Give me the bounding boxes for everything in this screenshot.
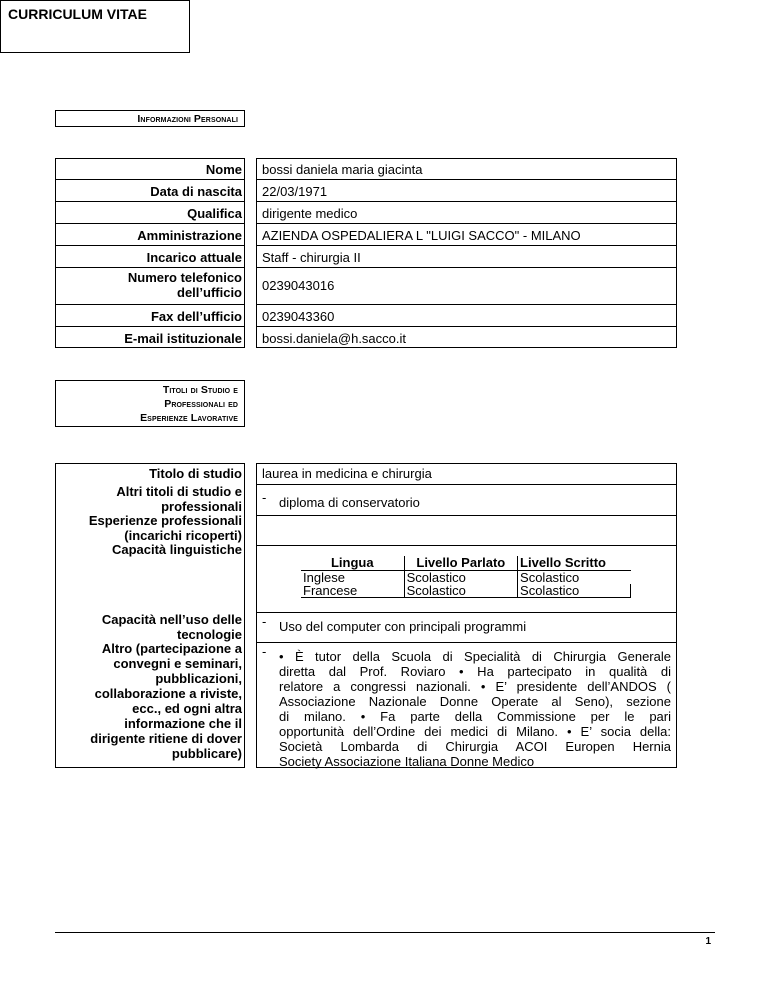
label-qualifica: Qualifica	[187, 206, 242, 221]
altro-line: Society Associazione Italiana Donne Medico	[279, 754, 535, 769]
altro-line: • È tutor della Scuola di Specialità di Chirurgia Generale	[279, 649, 671, 664]
label-altro-5: ecc., ed ogni altra	[132, 701, 242, 716]
label-data-nascita: Data di nascita	[150, 184, 242, 199]
label-altro-6: informazione che il	[124, 716, 242, 731]
label-altro-8: pubblicare)	[171, 746, 242, 761]
value-incarico: Staff - chirurgia II	[262, 250, 361, 265]
lang-header-parlato: Livello Parlato	[404, 556, 517, 571]
label-altro-3: pubblicazioni,	[155, 671, 242, 686]
bullet-dash: -	[262, 644, 267, 659]
value-altri-titoli: diploma di conservatorio	[279, 495, 420, 510]
label-email: E-mail istituzionale	[124, 331, 242, 346]
label-altro-1: Altro (partecipazione a	[101, 641, 242, 656]
value-tecnologie: Uso del computer con principali programmi	[279, 619, 527, 634]
label-altro-4: collaborazione a riviste,	[94, 686, 242, 701]
value-qualifica: dirigente medico	[262, 206, 358, 221]
bullet-dash: -	[262, 490, 267, 505]
languages-table	[301, 556, 631, 598]
value-fax: 0239043360	[262, 309, 335, 324]
altro-line: opportunità dell’Ordine dei medici di Milano. • E’ socia della:	[279, 724, 671, 739]
lang-header-lingua: Lingua	[301, 556, 404, 571]
lang-cell: Inglese	[301, 571, 404, 585]
altro-line: Società Lombarda di Chirurgia ACOI Europen Hernia	[279, 739, 671, 754]
label-telefono-2: dell’ufficio	[177, 285, 242, 300]
lang-cell: Scolastico	[404, 571, 517, 585]
value-altro	[279, 649, 671, 769]
lang-cell: Francese	[301, 584, 404, 598]
lang-cell: Scolastico	[518, 584, 631, 598]
label-altro-2: convegni e seminari,	[113, 656, 242, 671]
label-titolo-studio: Titolo di studio	[149, 466, 242, 481]
label-incarico: Incarico attuale	[146, 250, 242, 265]
lang-cell: Scolastico	[520, 570, 580, 585]
section-header-personal: Informazioni Personali	[55, 110, 245, 127]
lang-header-scritto: Livello Scritto	[518, 556, 631, 571]
value-nome: bossi daniela maria giacinta	[262, 162, 423, 177]
altro-line: diretta dal Prof. Roviaro • Ha partecipato in qualità di	[279, 664, 671, 679]
value-email: bossi.daniela@h.sacco.it	[262, 331, 406, 346]
label-amministrazione: Amministrazione	[137, 228, 242, 243]
label-tecnologie-1: Capacità nell’uso delle	[101, 612, 242, 627]
value-telefono: 0239043016	[262, 278, 335, 293]
label-altri-titoli-1: Altri titoli di studio e	[116, 484, 242, 499]
page-number: 1	[705, 936, 711, 947]
label-telefono-1: Numero telefonico	[127, 270, 242, 285]
lang-cell: Scolastico	[404, 584, 517, 598]
bullet-dash: -	[262, 614, 267, 629]
altro-line: Associazione Nazionale Donne Operate al Seno), sezione	[279, 694, 671, 709]
label-altro-7: dirigente ritiene di dover	[90, 731, 242, 746]
label-esperienze-2: (incarichi ricoperti)	[124, 528, 242, 543]
label-tecnologie-2: tecnologie	[176, 627, 242, 642]
label-altri-titoli-2: professionali	[161, 499, 242, 514]
label-esperienze-1: Esperienze professionali	[88, 513, 242, 528]
cv-title: CURRICULUM VITAE	[8, 6, 147, 22]
footer-rule	[55, 932, 715, 933]
label-nome: Nome	[205, 162, 242, 177]
value-data-nascita: 22/03/1971	[262, 184, 328, 199]
altro-line: di milano. • Fa parte della Commissione per le pari	[279, 709, 671, 724]
altro-line: relatore a congressi nazionali. • E’ presidente dell’ANDOS (	[279, 679, 671, 694]
cv-title-box	[0, 0, 190, 53]
label-fax: Fax dell’ufficio	[150, 309, 242, 324]
value-amministrazione: AZIENDA OSPEDALIERA L "LUIGI SACCO" - MILANO	[262, 228, 581, 243]
label-lingue: Capacità linguistiche	[111, 542, 242, 557]
section-header-titoli: Titoli di Studio e Professionali ed Esperienze Lavorative	[55, 380, 245, 427]
value-titolo-studio: laurea in medicina e chirurgia	[262, 466, 432, 481]
